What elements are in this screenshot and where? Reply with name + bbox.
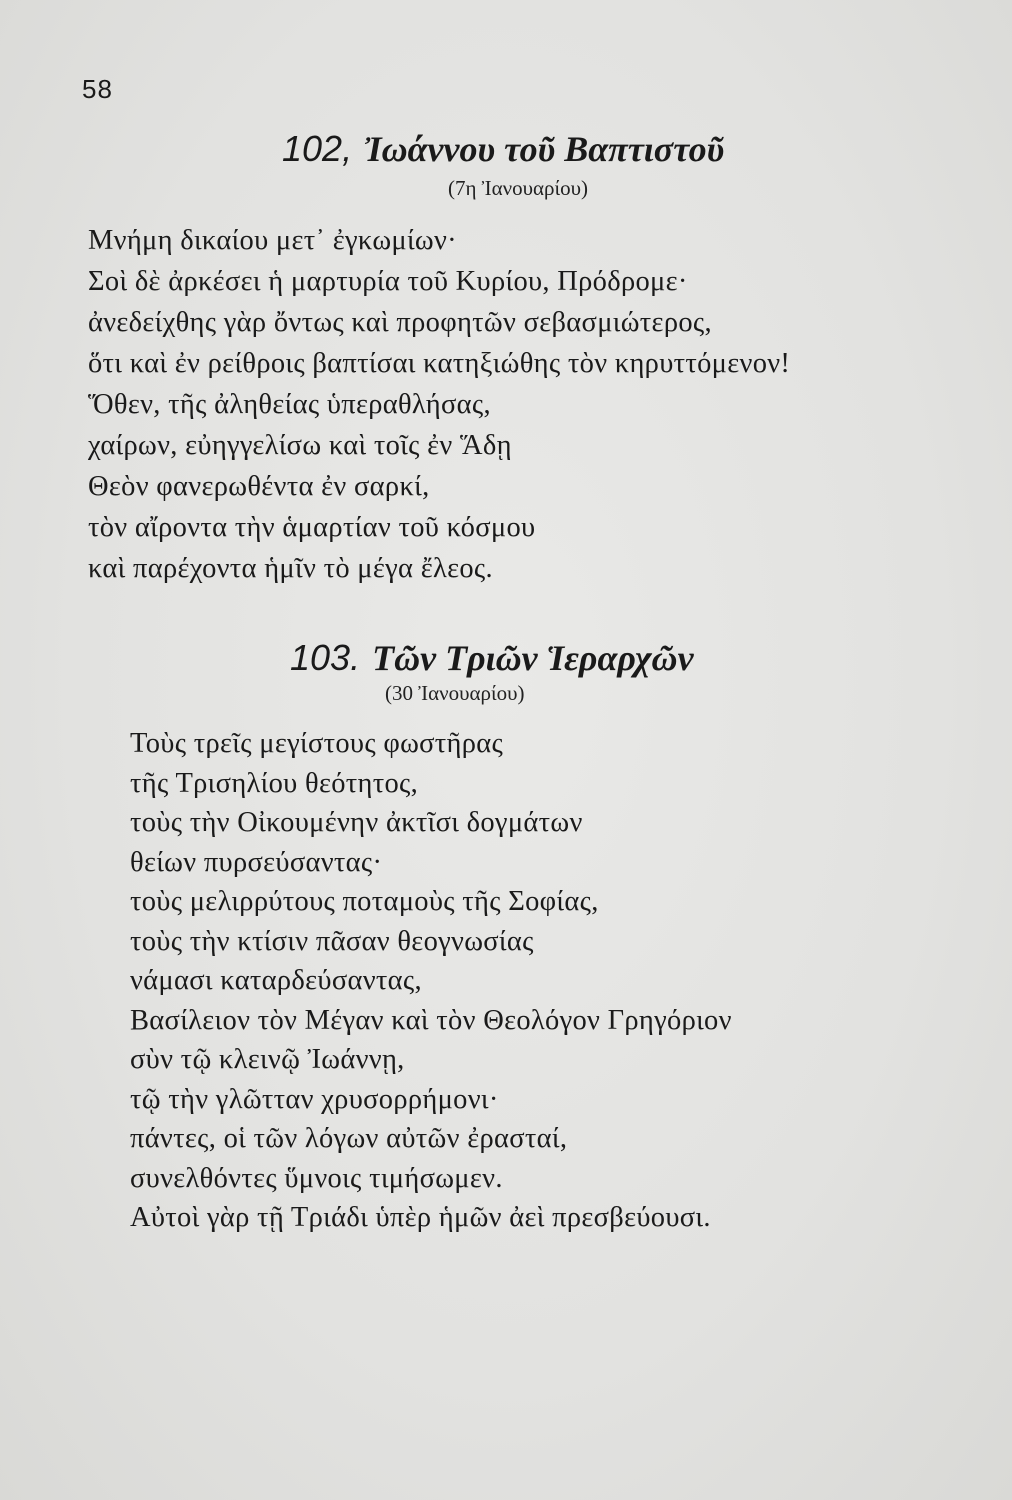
verse-line: τῆς Τρισηλίου θεότητος,: [130, 767, 419, 799]
section-102-title: Ἰωάννου τοῦ Βαπτιστοῦ: [364, 129, 725, 169]
page-number: 58: [82, 74, 113, 104]
verse-line: Τοὺς τρεῖς μεγίστους φωστῆρας: [130, 728, 504, 759]
verse-line: θείων πυρσεύσαντας·: [130, 846, 383, 878]
section-103-title: Τῶν Τριῶν Ἱεραρχῶν: [372, 638, 694, 678]
verse-line: Βασίλειον τὸν Μέγαν καὶ τὸν Θεολόγον Γρηγόριον: [130, 1004, 732, 1036]
section-103-verse: [130, 724, 732, 1238]
verse-line: τῷ τὴν γλῶτταν χρυσορρήμονι·: [130, 1083, 499, 1115]
verse-line: τὸν αἴροντα τὴν ἁμαρτίαν τοῦ κόσμου: [88, 512, 536, 543]
verse-line: Θεὸν φανερωθέντα ἐν σαρκί,: [88, 471, 430, 502]
section-102-date: (7η Ἰανουαρίου): [448, 176, 589, 200]
section-102-verse: [88, 220, 790, 589]
verse-line: Μνήμη δικαίου μετ᾽ ἐγκωμίων·: [88, 225, 457, 256]
verse-line: σὺν τῷ κλεινῷ Ἰωάννῃ,: [130, 1044, 405, 1075]
verse-line: καὶ παρέχοντα ἡμῖν τὸ μέγα ἔλεος.: [88, 553, 493, 584]
section-103-number: 103.: [290, 637, 361, 678]
section-102-heading: [282, 128, 724, 170]
section-103-heading: [290, 637, 694, 679]
verse-line: συνελθόντες ὕμνοις τιμήσωμεν.: [130, 1162, 503, 1194]
verse-line: τοὺς τὴν κτίσιν πᾶσαν θεογνωσίας: [130, 925, 534, 957]
verse-line: νάμασι καταρδεύσαντας,: [130, 965, 422, 996]
verse-line: ὅτι καὶ ἐν ρείθροις βαπτίσαι κατηξιώθης τὸν κηρυττόμενον!: [88, 348, 791, 379]
verse-line: Σοὶ δὲ ἀρκέσει ἡ μαρτυρία τοῦ Κυρίου, Πρόδρομε·: [88, 266, 688, 297]
verse-line: πάντες, οἱ τῶν λόγων αὐτῶν ἐρασταί,: [130, 1123, 568, 1154]
verse-line: τοὺς μελιρρύτους ποταμοὺς τῆς Σοφίας,: [130, 886, 599, 917]
section-103-date: (30 Ἰανουαρίου): [385, 681, 525, 705]
verse-line: ἀνεδείχθης γὰρ ὄντως καὶ προφητῶν σεβασμιώτερος,: [88, 307, 712, 338]
verse-line: Αὐτοὶ γὰρ τῇ Τριάδι ὑπὲρ ἡμῶν ἀεὶ πρεσβεύουσι.: [130, 1202, 711, 1233]
verse-line: χαίρων, εὐηγγελίσω καὶ τοῖς ἐν Ἅδῃ: [88, 430, 512, 461]
verse-line: τοὺς τὴν Οἰκουμένην ἀκτῖσι δογμάτων: [130, 807, 583, 838]
section-102-number: 102,: [282, 128, 353, 169]
verse-line: Ὅθεν, τῆς ἀληθείας ὑπεραθλήσας,: [88, 389, 491, 420]
